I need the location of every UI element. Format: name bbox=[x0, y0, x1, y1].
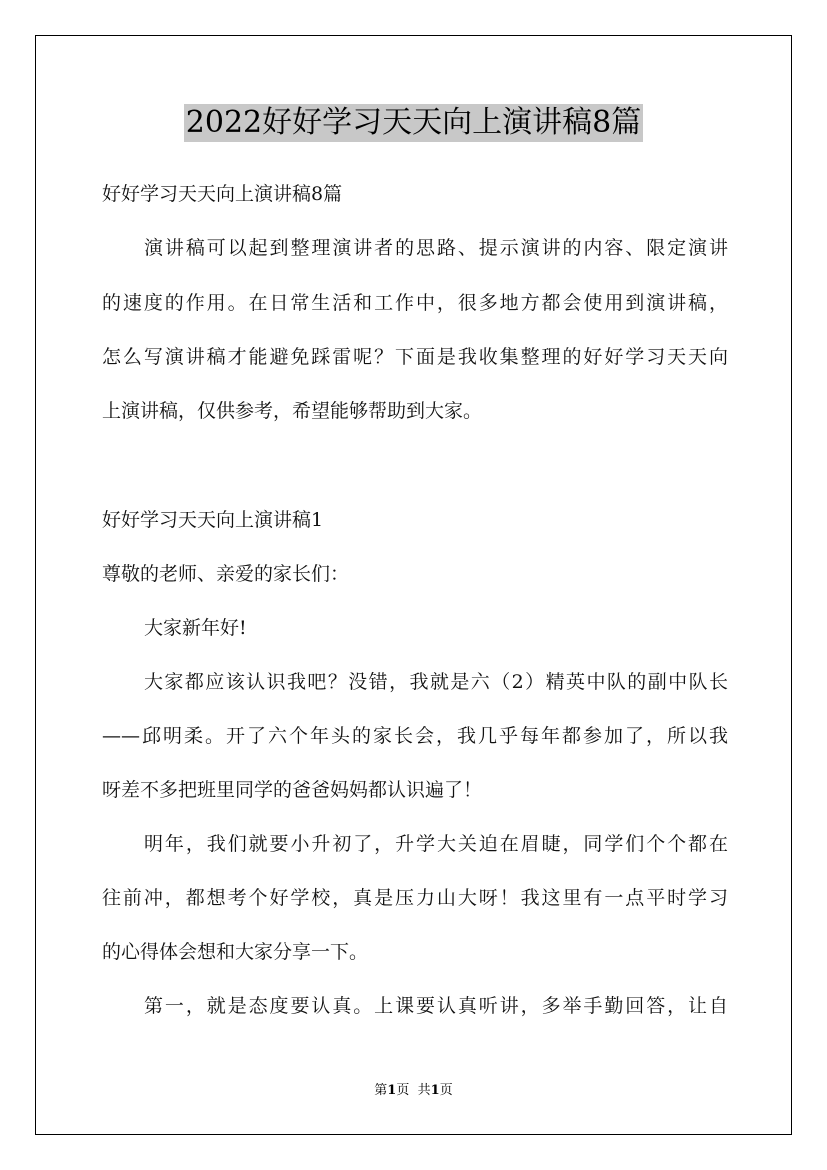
intro-line-2: 的速度的作用。在日常生活和工作中，很多地方都会使用到演讲稿， bbox=[102, 292, 728, 314]
para1-line-3: 呀差不多把班里同学的爸爸妈妈都认识遍了！ bbox=[102, 779, 483, 801]
title-container bbox=[0, 104, 827, 142]
para2-line-2: 往前冲，都想考个好学校，真是压力山大呀！我这里有一点平时学习 bbox=[102, 887, 728, 909]
para2-line-3: 的心得体会想和大家分享一下。 bbox=[102, 941, 369, 963]
section-heading: 好好学习天天向上演讲稿1 bbox=[102, 509, 324, 531]
page-number: 1 bbox=[387, 1083, 397, 1098]
para3-line-1: 第一，就是态度要认真。上课要认真听讲，多举手勤回答，让自 bbox=[144, 995, 728, 1017]
total-label-suffix: 页 bbox=[439, 1083, 453, 1098]
greeting: 大家新年好! bbox=[144, 617, 247, 639]
document-title: 2022好好学习天天向上演讲稿8篇 bbox=[185, 105, 642, 140]
total-label-prefix: 共 bbox=[417, 1083, 431, 1098]
para1-line-1: 大家都应该认识我吧？没错，我就是六（2）精英中队的副中队长 bbox=[144, 671, 728, 693]
total-pages: 1 bbox=[430, 1083, 440, 1098]
intro-line-4: 上演讲稿，仅供参考，希望能够帮助到大家。 bbox=[102, 400, 483, 422]
page-label-prefix: 第 bbox=[374, 1083, 388, 1098]
salutation: 尊敬的老师、亲爱的家长们： bbox=[102, 563, 350, 585]
intro-line-1: 演讲稿可以起到整理演讲者的思路、提示演讲的内容、限定演讲 bbox=[144, 237, 728, 259]
intro-line-3: 怎么写演讲稿才能避免踩雷呢？下面是我收集整理的好好学习天天向 bbox=[102, 346, 728, 368]
subtitle: 好好学习天天向上演讲稿8篇 bbox=[102, 183, 343, 205]
para1-line-2: ——邱明柔。开了六个年头的家长会，我几乎每年都参加了，所以我 bbox=[102, 725, 728, 747]
page-footer bbox=[0, 1083, 827, 1099]
para2-line-1: 明年，我们就要小升初了，升学大关迫在眉睫，同学们个个都在 bbox=[144, 833, 728, 855]
page-label-suffix: 页 bbox=[396, 1083, 410, 1098]
